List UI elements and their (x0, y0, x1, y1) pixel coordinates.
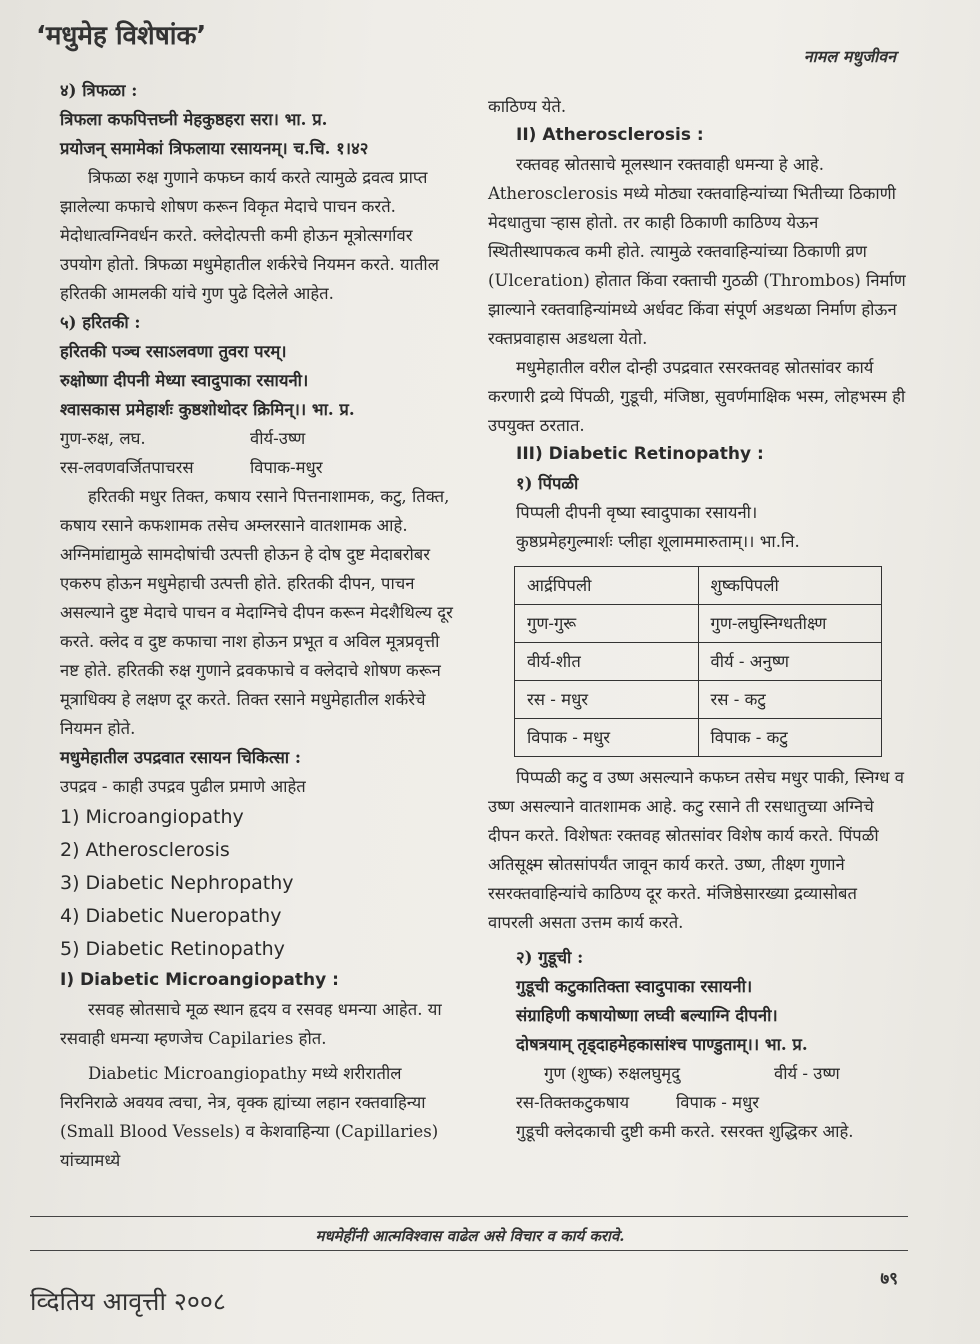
table-cell: रस - मधुर (515, 681, 699, 719)
guduchi-paragraph: गुडूची क्लेदकाची दुष्टी कमी करते. रसरक्त शुद्धिकर आहे. (516, 1122, 854, 1141)
guduchi-vipak: विपाक - मधुर (676, 1093, 760, 1112)
table-row (515, 681, 882, 719)
table-cell: गुण-लघुस्निग्धतीक्ष्ण (698, 605, 882, 643)
footer-divider (30, 1216, 908, 1217)
table-cell: रस - कटु (698, 681, 882, 719)
right-column (488, 92, 906, 1146)
table-row (515, 605, 882, 643)
guduchi-virya: वीर्य - उष्ण (774, 1064, 840, 1083)
microangiopathy-paragraph: रसवह स्रोतसाचे मूळ स्थान हृदय व रसवह धमन्या आहेत. या रसवाही धमन्या म्हणजेच Capilaries होत. (60, 1000, 442, 1048)
haritaki-properties-row (60, 424, 455, 453)
table-cell: वीर्य - अनुष्ण (698, 643, 882, 681)
pippali-verse: कुष्ठप्रमेहगुल्मार्शः प्लीहा शूलाममारुताम्।। भा.नि. (516, 532, 800, 551)
footer-motto: मधमेहींनी आत्मविश्वास वाढेल असे विचार व कार्य करावे. (315, 1227, 625, 1245)
triphala-verse: त्रिफला कफपित्तघ्नी मेहकुष्ठहरा सरा। भा. प्र. (60, 109, 328, 129)
guduchi-rasa: रस-तिक्तकटुकषाय (516, 1093, 630, 1112)
table-cell: वीर्य-शीत (515, 643, 699, 681)
haritaki-verse: रुक्षोष्णा दीपनी मेध्या स्वादुपाका रसायनी। (60, 370, 309, 390)
triphala-paragraph: त्रिफळा रुक्ष गुणाने कफघ्न कार्य करते त्यामुळे द्रवत्व प्राप्त झालेल्या कफाचे शोषण करून विकृत मेदाचे पाचन करते. मेदोधात्वग्निवर्धन करते. क्लेदोत्पत्ती कमी होऊन मूत्रोत्सर्गावर उपयोग होतो. त्रिफळा मधुमेहातील शर्करेचे नियमन करते. यातील हरितकी आमलकी यांचे गुण पुढे दिलेले आहेत. (60, 168, 439, 303)
pippali-heading: १) पिंपळी (516, 473, 579, 493)
left-column (60, 76, 455, 1175)
haritaki-guna: गुण-रुक्ष, लघ. (60, 429, 146, 448)
complications-heading: मधुमेहातील उपद्रवात रसायन चिकित्सा : (60, 747, 301, 767)
list-item: 4) Diabetic Nueropathy (60, 905, 282, 927)
atherosclerosis-paragraph: रक्तवह स्रोतसाचे मूलस्थान रक्तवाही धमन्या हे आहे. Atherosclerosis मध्ये मोठ्या रक्तवाहिन्यांच्या भितीच्या ठिकाणी मेदधातुचा ऱ्हास होतो. तर काही ठिकाणी काठिण्य येऊन स्थितीस्थापकत्व कमी होते. त्यामुळे रक्तवाहिन्यांच्या ठिकाणी व्रण (Ulceration) होतात किंवा रक्ताची गुठळी (Thrombos) निर्माण झाल्याने रक्तवाहिन्यांमध्ये अर्धवट किंवा संपूर्ण अडथळा निर्माण होऊन रक्तप्रवाहास अडथला येतो. (488, 155, 906, 348)
pippali-properties-table (514, 566, 882, 757)
microangiopathy-heading: I) Diabetic Microangiopathy : (60, 970, 339, 990)
table-cell: गुण-गुरू (515, 605, 699, 643)
pippali-verse: पिप्पली दीपनी वृष्या स्वादुपाका रसायनी। (516, 503, 758, 522)
table-row (515, 643, 882, 681)
haritaki-paragraph: हरितकी मधुर तिक्त, कषाय रसाने पित्तनाशामक, कटु, तिक्त, कषाय रसाने कफशामक तसेच अम्लरसाने वातशामक आहे. अग्निमांद्यामुळे सामदोषांची उत्पत्ती होऊन हे दोष दुष्ट मेदाबरोबर एकरुप होऊन मधुमेहाची उत्पत्ती होते. हरितकी दीपन, पाचन असल्याने दुष्ट मेदाचे पाचन व मेदाग्निचे दीपन करून मेदशैथिल्य दूर करते. क्लेद व दुष्ट कफाचा नाश होऊन प्रभूत व अविल मूत्रप्रवृत्ती नष्ट होते. हरितकी रुक्ष गुणाने द्रवकफाचे व क्लेदाचे शोषण करून मूत्राधिक्य हे लक्षण दूर करते. तिक्त रसाने मधुमेहातील शर्करेचे नियमन होते. (60, 487, 453, 738)
continued-text: काठिण्य येते. (488, 97, 567, 116)
table-cell: विपाक - कटु (698, 719, 882, 757)
complications-list (60, 801, 455, 966)
page-number: ७९ (880, 1269, 898, 1289)
haritaki-verse: हरितकी पञ्च रसाऽलवणा तुवरा परम्। (60, 341, 287, 361)
table-cell: विपाक - मधुर (515, 719, 699, 757)
microangiopathy-paragraph: Diabetic Microangiopathy मध्ये शरीरातील निरनिराळे अवयव त्वचा, नेत्र, वृक्क ह्यांच्या लहान रक्तवाहिन्या (Small Blood Vessels) व केशवाहिन्या (Capillaries) यांच्यामध्ये (60, 1064, 439, 1170)
guduchi-properties-row (488, 1059, 906, 1088)
list-item: 3) Diabetic Nephropathy (60, 872, 294, 894)
haritaki-vipak: विपाक-मधुर (250, 458, 323, 477)
list-item: 1) Microangiopathy (60, 806, 244, 828)
atherosclerosis-heading: II) Atherosclerosis : (516, 125, 704, 145)
haritaki-virya: वीर्य-उष्ण (250, 429, 306, 448)
table-cell: आर्द्रपिपली (515, 567, 699, 605)
haritaki-properties-row (60, 453, 455, 482)
guduchi-guna: गुण (शुष्क) रुक्षलघुमृदु (544, 1064, 681, 1083)
triphala-heading: ४) त्रिफळा : (60, 80, 138, 100)
guduchi-verse: दोषत्रयाम् तृड्दाहमेहकासांश्च पाण्डुताम्।। भा. प्र. (516, 1034, 808, 1054)
atherosclerosis-paragraph: मधुमेहातील वरील दोन्ही उपद्रवात रसरक्तवह स्रोतसांवर कार्य करणारी द्रव्ये पिंपळी, गुडूची, मंजिष्ठा, सुवर्णमाक्षिक भस्म, लोहभस्म ही उपयुक्त ठरतात. (488, 358, 906, 435)
triphala-verse: प्रयोजन् समामेकां त्रिफलाया रसायनम्। च.चि. १।४२ (60, 138, 369, 158)
magazine-title: ‘मधुमेह विशेषांक’ (36, 21, 207, 51)
table-cell: शुष्कपिपली (698, 567, 882, 605)
guduchi-heading: २) गुडूची : (516, 947, 584, 967)
table-row (515, 567, 882, 605)
list-item: 5) Diabetic Retinopathy (60, 938, 285, 960)
table-row (515, 719, 882, 757)
edition-label: व्दितिय आवृत्ती २००८ (30, 1287, 226, 1316)
guduchi-properties-row (488, 1088, 906, 1117)
footer-divider (30, 1250, 908, 1251)
guduchi-verse: संग्राहिणी कषायोष्णा लघ्वी बल्याग्नि दीपनी। (516, 1005, 778, 1025)
haritaki-heading: ५) हरितकी : (60, 312, 141, 332)
pippali-paragraph: पिप्पळी कटु व उष्ण असल्याने कफघ्न तसेच मधुर पाकी, स्निग्ध व उष्ण असल्याने वातशामक आहे. कटु रसाने ती रसधातुच्या अग्निचे दीपन करते. विशेषतः रक्तवह स्रोतसांवर विशेष कार्य करते. पिंपळी अतिसूक्ष्म स्रोतसांपर्यंत जावून कार्य करते. उष्ण, तीक्ष्ण गुणाने रसरक्तवाहिन्यांचे काठिण्य दूर करते. मंजिष्ठेसारख्या द्रव्यासोबत वापरली असता उत्तम कार्य करते. (488, 768, 904, 932)
retinopathy-heading: III) Diabetic Retinopathy : (516, 444, 764, 464)
guduchi-verse: गुडूची कटुकातिक्ता स्वादुपाका रसायनी। (516, 976, 753, 996)
haritaki-verse: श्वासकास प्रमेहार्शः कुष्ठशोथोदर क्रिमिन्।। भा. प्र. (60, 399, 355, 419)
brand-logo-text: नामल मधुजीवन (803, 47, 896, 66)
complications-intro: उपद्रव - काही उपद्रव पुढील प्रमाणे आहेत (60, 777, 306, 796)
list-item: 2) Atherosclerosis (60, 839, 230, 861)
haritaki-rasa: रस-लवणवर्जितपाचरस (60, 458, 194, 477)
